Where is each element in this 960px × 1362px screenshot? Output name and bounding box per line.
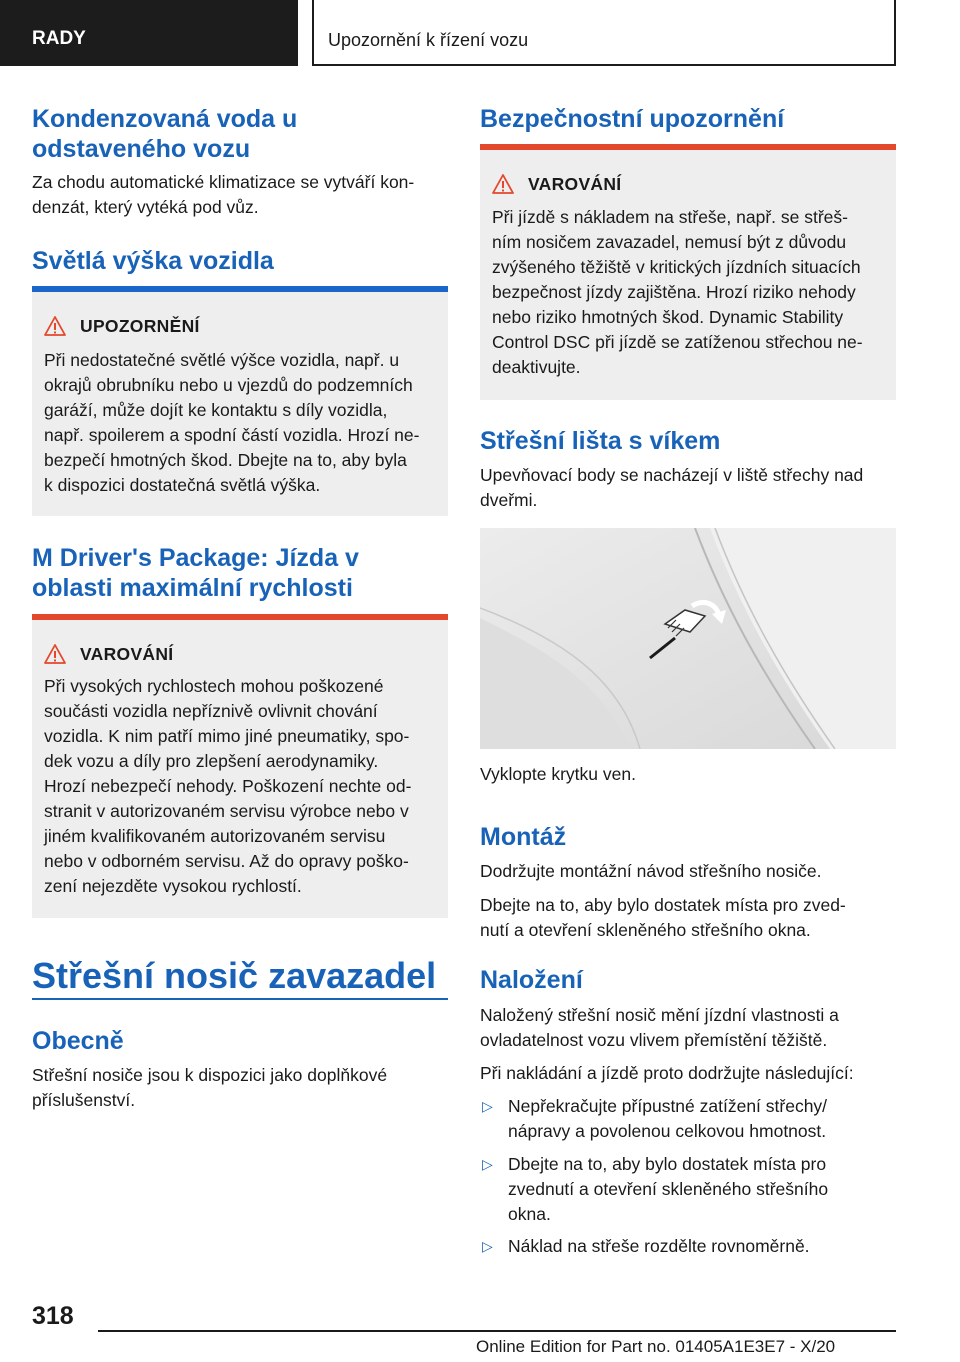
- roof-rail-photo: [480, 528, 896, 749]
- chapter-heading-roof-rack: Střešní nosič zavazadel: [32, 955, 437, 996]
- heading-general: Obecně: [32, 1027, 124, 1055]
- roof-rail-illustration: [480, 528, 896, 749]
- paragraph-loading-1: Naložený střešní nosič mění jízdní vlastnosti a ovladatelnost vozu vlivem přemístění těžiště.: [480, 1005, 839, 1050]
- caution-heading: UPOZORNĚNÍ: [80, 316, 200, 336]
- heading-condensed-water: Kondenzovaná voda u odstaveného vozu: [32, 105, 298, 163]
- warning-text: Při jízdě s nákladem na střeše, např. se střeš‐ ním nosičem zavazadel, nemusí být z důvodu zvýšeného těžiště v kritických jízdních situacích bezpečnost jízdy zajištěna. Hrozí riziko nehody nebo riziko hmotných škod. Dynamic Stability Control DSC při jízdě se zatíženou střechou ne‐ deaktivujte.: [492, 207, 863, 377]
- warning-heading: VAROVÁNÍ: [80, 644, 174, 664]
- heading-roof-rail-cover: Střešní lišta s víkem: [480, 427, 721, 455]
- paragraph-roof-rail-cover: Upevňovací body se nacházejí v liště střechy nad dveřmi.: [480, 465, 864, 510]
- warning-bar: [480, 144, 896, 150]
- photo-caption: Vyklopte krytku ven.: [480, 764, 636, 784]
- paragraph-general: Střešní nosiče jsou k dispozici jako doplňkové příslušenství.: [32, 1065, 388, 1110]
- warning-triangle-icon: [492, 174, 514, 194]
- warning-text: Při vysokých rychlostech mohou poškozené součásti vozidla nepříznivě ovlivnit chování vozidla. K nim patří mimo jiné pneumatiky, spo‐ dek vozu a díly pro zlepšení aerodynamiky. Hrozí nebezpečí nehody. Poškození nechte od‐ stranit v autorizovaném servisu výrobce nebo v jiném kvalifikovaném autorizovaném servisu nebo v odborném servisu. Až do opravy poško‐ zení nejezděte vysokou rychlostí.: [44, 676, 412, 896]
- paragraph-loading-2: Při nakládání a jízdě proto dodržujte následující:: [480, 1063, 854, 1083]
- heading-m-drivers-package: M Driver's Package: Jízda v oblasti maximální rychlosti: [32, 544, 359, 602]
- paragraph-condensed-water: Za chodu automatické klimatizace se vytváří kon‐ denzát, který vytéká pod vůz.: [32, 172, 415, 217]
- page-header: [0, 0, 960, 66]
- bullet-triangle-icon: ▷: [482, 1098, 493, 1114]
- page-number: 318: [32, 1302, 74, 1330]
- heading-mounting: Montáž: [480, 823, 567, 851]
- paragraph-mounting-1: Dodržujte montážní návod střešního nosiče.: [480, 861, 822, 881]
- caution-box: [32, 286, 448, 516]
- warning-box-speed: [32, 614, 448, 918]
- caution-bar: [32, 286, 448, 292]
- bullet-triangle-icon: ▷: [482, 1238, 493, 1254]
- chapter-tab: RADY: [0, 0, 298, 66]
- bullet-triangle-icon: ▷: [482, 1156, 493, 1172]
- footer-rule: [98, 1330, 896, 1332]
- warning-triangle-icon: [44, 644, 66, 664]
- paragraph-mounting-2: Dbejte na to, aby bylo dostatek místa pro zved‐ nutí a otevření skleněného střešního okna.: [480, 895, 846, 940]
- warning-heading: VAROVÁNÍ: [528, 174, 622, 194]
- heading-ground-clearance: Světlá výška vozidla: [32, 247, 274, 275]
- heading-rule: [32, 998, 448, 1000]
- heading-safety-notes: Bezpečnostní upozornění: [480, 105, 785, 133]
- warning-triangle-icon: [44, 316, 66, 336]
- section-title: Upozornění k řízení vozu: [312, 0, 896, 66]
- heading-loading: Naložení: [480, 966, 583, 994]
- caution-text: Při nedostatečné světlé výšce vozidla, např. u okrajů obrubníku nebo u vjezdů do podzemních garáží, může dojít ke kontaktu s díly vozidla, např. spoilerem a spodní částí vozidla. Hrozí ne‐ bezpečí hmotných škod. Dbejte na to, aby byla k dispozici dostatečná světlá výška.: [44, 350, 420, 495]
- edition-note: Online Edition for Part no. 01405A1E3E7 - X/20: [476, 1337, 836, 1356]
- warning-bar: [32, 614, 448, 620]
- warning-box-roof-load: [480, 144, 896, 400]
